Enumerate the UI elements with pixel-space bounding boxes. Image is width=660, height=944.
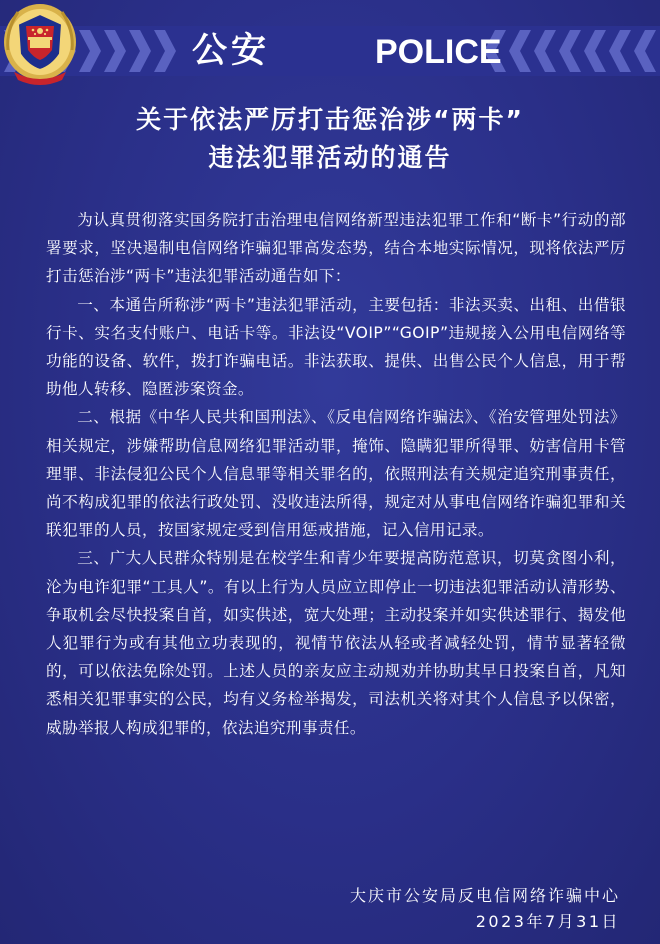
police-badge-icon — [0, 0, 80, 88]
police-label: POLICE — [375, 33, 502, 71]
paragraph-intro: 为认真贯彻落实国务院打击治理电信网络新型违法犯罪工作和“断卡”行动的部署要求，坚决遏制电信网络诈骗犯罪高发态势，结合本地实际情况，现将依法严厉打击惩治涉“两卡”违法犯罪活动通告如下： — [46, 211, 626, 286]
paragraph-item-2: 二、根据《中华人民共和国刑法》、《反电信网络诈骗法》、《治安管理处罚法》相关规定，涉嫌帮助信息网络犯罪活动罪，掩饰、隐瞒犯罪所得罪、妨害信用卡管理罪、非法侵犯公民个人信息罪等相关罪名的，依照刑法有关规定追究刑事责任，尚不构成犯罪的依法行政处罚、没收违法所得，规定对从事电信网络诈骗犯罪和关联犯罪的人员，按国家规定受到信用惩戒措施，记入信用记录。 — [46, 408, 626, 540]
issue-date: 2023年7月31日 — [475, 912, 620, 931]
paragraph-item-1: 一、本通告所称涉“两卡”违法犯罪活动，主要包括：非法买卖、出租、出借银行卡、实名支付账户、电话卡等。非法设“VOIP”“GOIP”违规接入公用电信网络等功能的设备、软件，拨打诈骗电话。非法获取、提供、出售公民个人信息，用于帮助他人转移、隐匿涉案资金。 — [46, 295, 626, 399]
notice-title-line-1: 关于依法严厉打击惩治涉“两卡” — [136, 105, 524, 134]
paragraph-item-3: 三、广大人民群众特别是在校学生和青少年要提高防范意识，切莫贪图小利，沦为电诈犯罪“工具人”。有以上行为人员应立即停止一切违法犯罪活动认清形势、争取机会尽快投案自首，如实供述，宽大处理；主动投案并如实供述罪行、揭发他人犯罪行为或有其他立功表现的，视情节依法从轻或者减轻处罚，情节显著轻微的，可以依法免除处罚。上述人员的亲友应主动规劝并协助其早日投案自首，凡知悉相关犯罪事实的公民，均有义务检举揭发，司法机关将对其个人信息予以保密，威胁举报人构成犯罪的，依法追究刑事责任。 — [46, 549, 626, 737]
notice-title-line-2: 违法犯罪活动的通告 — [208, 143, 452, 172]
chevron-band-graphic — [0, 0, 660, 100]
notice-body — [46, 206, 626, 742]
issuing-organization: 大庆市公安局反电信网络诈骗中心 — [349, 886, 620, 905]
gongan-label: 公安 — [192, 31, 271, 71]
header-band — [0, 0, 660, 100]
